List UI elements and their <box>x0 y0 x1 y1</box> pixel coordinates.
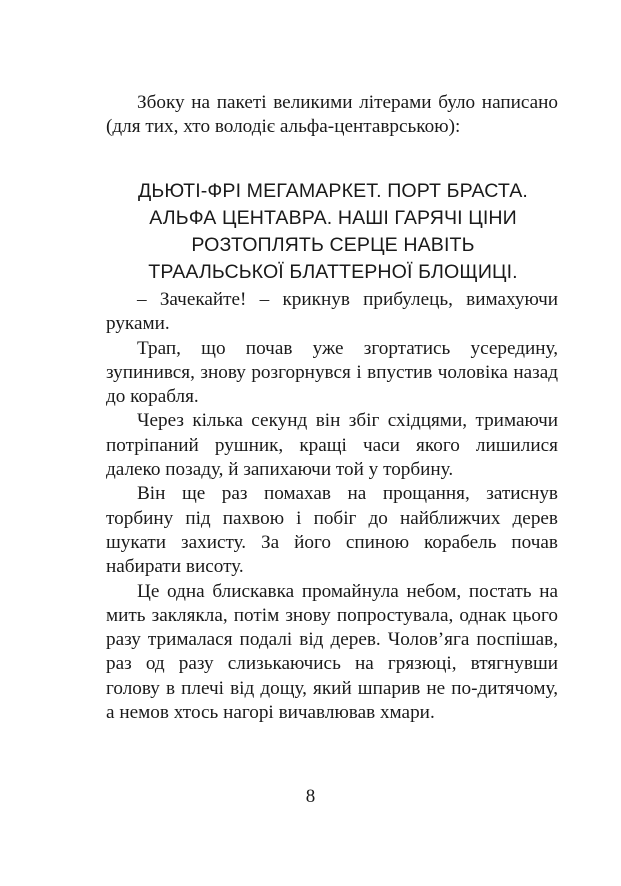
inscription-line: РОЗТОПЛЯТЬ СЕРЦЕ НАВІТЬ <box>191 234 475 256</box>
inscription-line: ТРААЛЬСЬКОЇ БЛАТТЕРНОЇ БЛОЩИЦІ. <box>148 261 518 283</box>
paragraph: Трап, що почав уже згортатись усередину, зупинився, знову розгорнувся і впустив чоловіка назад до корабля. <box>106 337 558 408</box>
paragraph: Через кілька секунд він збіг східцями, тримаючи потріпаний рушник, кращі часи якого лишилися далеко позаду, й запихаючи той у торбину. <box>106 410 558 481</box>
inscription-line: АЛЬФА ЦЕНТАВРА. НАШІ ГАРЯЧІ ЦІНИ <box>149 207 517 229</box>
paragraph: Це одна блискавка промайнула небом, постать на мить заклякла, потім знову попростувала, однак цього разу трималася подалі від дерев. Чолов’яга поспішав, раз од разу слизькаючись на грязюці, втягнувши голову в плечі від дощу, який шпарив не по-дитячому, а немов хтось нагорі вичавлював хмари. <box>106 580 558 724</box>
shopping-bag-inscription <box>92 178 574 286</box>
intro-block <box>106 91 558 140</box>
intro-paragraph: Збоку на пакеті великими літерами було написано (для тих, хто володіє альфа-центаврською): <box>106 92 558 138</box>
paragraph: Він ще раз помахав на прощання, затиснув торбину під пахвою і побіг до найближчих дерев шукати захисту. За його спиною корабель почав набирати висоту. <box>106 483 558 578</box>
paragraph: – Зачекайте! – крикнув прибулець, вимахуючи руками. <box>106 289 558 335</box>
narrative-block <box>106 288 558 725</box>
inscription-line: ДЬЮТІ-ФРІ МЕГАМАРКЕТ. ПОРТ БРАСТА. <box>138 180 528 202</box>
page-number: 8 <box>305 786 316 807</box>
